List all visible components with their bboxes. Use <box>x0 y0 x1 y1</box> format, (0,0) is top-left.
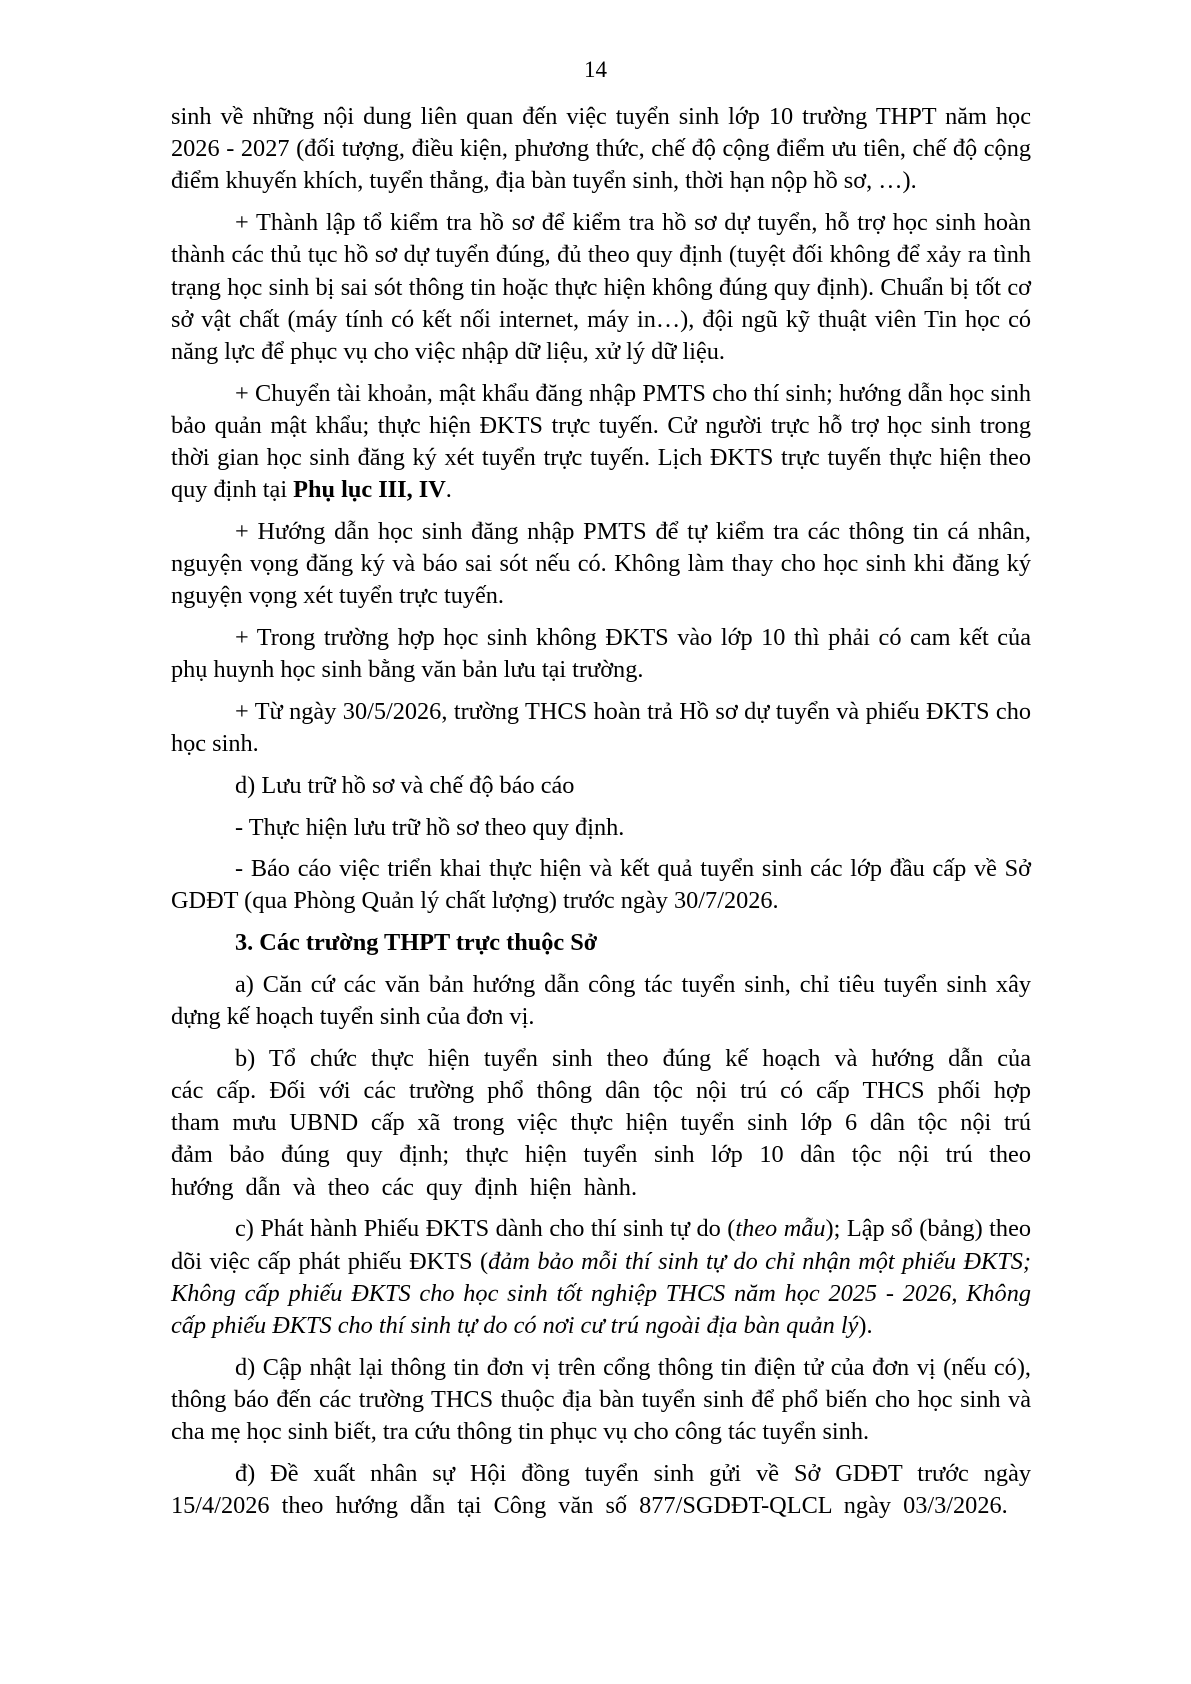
section-heading: 3. Các trường THPT trực thuộc Sở <box>235 929 598 957</box>
paragraph-return-documents: + Từ ngày 30/5/2026, trường THCS hoàn trả Hồ sơ dự tuyển và phiếu ĐKTS cho học sinh. <box>171 697 1031 758</box>
paragraph-item-d: d) Cập nhật lại thông tin đơn vị trên cổng thông tin điện tử của đơn vị (nếu có), thông báo đến các trường THCS thuộc địa bàn tuyển sinh để phổ biến cho học sinh và cha mẹ học sinh biết, tra cứu thông tin phục vụ cho công tác tuyển sinh. <box>171 1353 1031 1446</box>
subheading-archiving: d) Lưu trữ hồ sơ và chế độ báo cáo <box>235 771 575 799</box>
paragraph-continued: sinh về những nội dung liên quan đến việc tuyển sinh lớp 10 trường THPT năm học 2026 - 2027 (đối tượng, điều kiện, phương thức, chế độ cộng điểm ưu tiên, chế độ cộng điểm khuyến khích, tuyển thẳng, địa bàn tuyển sinh, thời hạn nộp hồ sơ, …). <box>171 103 1031 195</box>
paragraph-item-c <box>171 1213 1031 1342</box>
paragraph-inspection-team: + Thành lập tổ kiểm tra hồ sơ để kiểm tra hồ sơ dự tuyển, hỗ trợ học sinh hoàn thành các thủ tục hồ sơ dự tuyển đúng, đủ theo quy định (tuyệt đối không để xảy ra tình trạng học sinh bị sai sót thông tin hoặc thực hiện không đúng quy định). Chuẩn bị tốt cơ sở vật chất (máy tính có kết nối internet, máy in…), đội ngũ kỹ thuật viên Tin học có năng lực để phục vụ cho việc nhập dữ liệu, xử lý dữ liệu. <box>171 209 1031 365</box>
paragraph-archive-rule: - Thực hiện lưu trữ hồ sơ theo quy định. <box>235 813 625 841</box>
italic-text: theo mẫu <box>735 1215 826 1243</box>
italic-note: đảm bảo mỗi thí sinh tự do chỉ nhận một phiếu ĐKTS; Không cấp phiếu ĐKTS cho học sinh tốt nghiệp THCS năm học 2025 - 2026, Không cấp phiếu ĐKTS cho thí sinh tự do có nơi cư trú ngoài địa bàn quản lý <box>171 1247 1031 1339</box>
paragraph-report: - Báo cáo việc triển khai thực hiện và kết quả tuyển sinh các lớp đầu cấp về Sở GDĐT (qua Phòng Quản lý chất lượng) trước ngày 30/7/2026. <box>171 855 1031 915</box>
paragraph-login-guide: + Hướng dẫn học sinh đăng nhập PMTS để tự kiểm tra các thông tin cá nhân, nguyện vọng đăng ký và báo sai sót nếu có. Không làm thay cho học sinh khi đăng ký nguyện vọng xét tuyển trực tuyến. <box>171 517 1031 610</box>
paragraph-item-dd: đ) Đề xuất nhân sự Hội đồng tuyển sinh gửi về Sở GDĐT trước ngày 15/4/2026 theo hướng dẫn tại Công văn số 877/SGDĐT-QLCL ngày 03/3/2026. <box>171 1459 1031 1519</box>
paragraph-text: ). <box>858 1311 873 1339</box>
paragraph-parent-commitment: + Trong trường hợp học sinh không ĐKTS vào lớp 10 thì phải có cam kết của phụ huynh học sinh bằng văn bản lưu tại trường. <box>171 624 1031 684</box>
paragraph-text: ); Lập sổ (bảng) theo dõi việc cấp phát phiếu ĐKTS ( <box>171 1215 1032 1275</box>
paragraph-text: c) Phát hành Phiếu ĐKTS dành cho thí sinh tự do ( <box>235 1215 736 1243</box>
paragraph-text: . <box>445 476 452 504</box>
paragraph-item-b: b) Tổ chức thực hiện tuyển sinh theo đúng kế hoạch và hướng dẫn của các cấp. Đối với các trường phổ thông dân tộc nội trú có cấp THCS phối hợp tham mưu UBND cấp xã trong việc thực hiện tuyển sinh lớp 6 dân tộc nội trú đảm bảo đúng quy định; thực hiện tuyển sinh lớp 10 dân tộc nội trú theo hướng dẫn và theo các quy định hiện hành. <box>171 1044 1031 1201</box>
paragraph-account-transfer <box>171 378 1031 507</box>
paragraph-item-a: a) Căn cứ các văn bản hướng dẫn công tác tuyển sinh, chỉ tiêu tuyển sinh xây dựng kế hoạch tuyển sinh của đơn vị. <box>171 970 1031 1031</box>
appendix-reference: Phụ lục III, IV <box>293 476 446 504</box>
page-number: 14 <box>584 57 607 82</box>
paragraph-text: + Chuyển tài khoản, mật khẩu đăng nhập PMTS cho thí sinh; hướng dẫn học sinh bảo quản mật khẩu; thực hiện ĐKTS trực tuyến. Cử người trực hỗ trợ học sinh trong thời gian học sinh đăng ký xét tuyển trực tuyến. Lịch ĐKTS trực tuyến thực hiện theo quy định tại <box>171 379 1031 504</box>
document-body <box>171 101 1031 1532</box>
